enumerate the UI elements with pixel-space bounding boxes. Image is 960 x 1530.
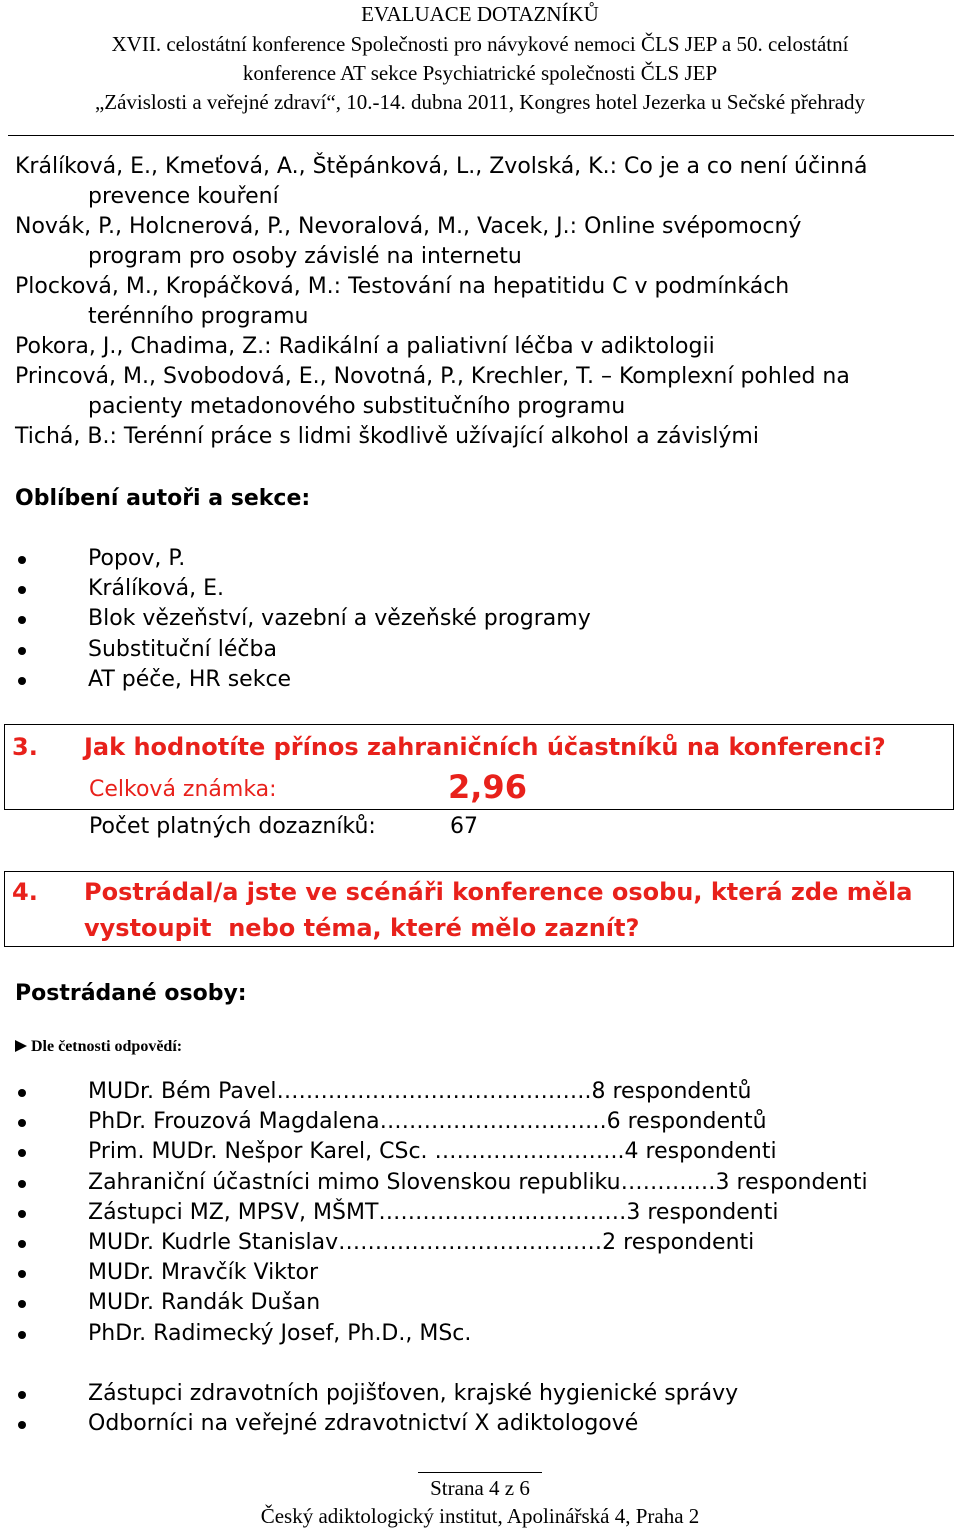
list-item-text: PhDr. Radimecký Josef, Ph.D., MSc. xyxy=(88,1320,472,1346)
list-item-text: Prim. MUDr. Nešpor Karel, CSc. ……………………..4 respondenti xyxy=(88,1139,777,1165)
triangle-right-icon xyxy=(15,1040,27,1052)
list-item-text: Substituční léčba xyxy=(88,636,277,662)
lecture-entry xyxy=(15,212,950,272)
list-item xyxy=(0,1288,868,1318)
list-item-text: Blok vězeňství, vazební a vězeňské programy xyxy=(88,606,591,632)
lecture-entry-text: Princová, M., Svobodová, E., Novotná, P., Krechler, T. – Komplexní pohled na xyxy=(15,364,850,389)
valid-count-label: Počet platných dozazníků: xyxy=(89,814,376,839)
bullet-icon xyxy=(18,556,26,564)
list-item xyxy=(0,1198,868,1228)
list-item-text: Zástupci MZ, MPSV, MŠMT………………....…………3 respondenti xyxy=(88,1199,779,1225)
lecture-entry-text: Pokora, J., Chadima, Z.: Radikální a paliativní léčba v adiktologii xyxy=(15,334,715,359)
header-conference-line-1: XVII. celostátní konference Společnosti pro návykové nemoci ČLS JEP a 50. celostátní xyxy=(111,32,849,56)
list-item xyxy=(0,574,591,604)
question-4-line-2: vystoupit nebo téma, které mělo zaznít? xyxy=(84,914,640,942)
lecture-entry-continuation: prevence kouření xyxy=(88,184,279,209)
missed-persons-list xyxy=(0,1077,868,1349)
list-item xyxy=(0,544,591,574)
bullet-icon xyxy=(18,647,26,655)
list-item-text: AT péče, HR sekce xyxy=(88,666,292,692)
favorites-heading: Oblíbení autoři a sekce: xyxy=(15,486,311,511)
bullet-icon xyxy=(18,1210,26,1218)
bullet-icon xyxy=(18,677,26,685)
header-divider xyxy=(8,135,954,136)
list-item-text: MUDr. Randák Dušan xyxy=(88,1290,321,1316)
header-title: EVALUACE DOTAZNÍKŮ xyxy=(361,2,599,26)
bullet-icon xyxy=(18,1421,26,1429)
question-3-text: Jak hodnotíte přínos zahraničních účastníků na konferenci? xyxy=(84,733,886,761)
question-4-number: 4. xyxy=(12,878,38,906)
bullet-icon xyxy=(18,1149,26,1157)
bullet-icon xyxy=(18,1119,26,1127)
missed-topics-list xyxy=(0,1379,738,1439)
bullet-icon xyxy=(18,1089,26,1097)
sort-label-text: Dle četnosti odpovědí: xyxy=(31,1038,183,1055)
list-item xyxy=(0,1137,868,1167)
bullet-icon xyxy=(18,616,26,624)
list-item xyxy=(0,1319,868,1349)
document-header xyxy=(0,0,960,117)
bullet-icon xyxy=(18,1270,26,1278)
missed-persons-heading: Postrádané osoby: xyxy=(15,981,247,1006)
lecture-entry-continuation: program pro osoby závislé na internetu xyxy=(88,244,522,269)
lecture-entry-continuation: pacienty metadonového substitučního programu xyxy=(88,394,626,419)
list-item-text: MUDr. Bém Pavel…………………………………….8 respondentů xyxy=(88,1079,752,1104)
list-item-text: PhDr. Frouzová Magdalena………………………….6 respondentů xyxy=(88,1109,767,1135)
list-item xyxy=(0,1168,868,1198)
footer-divider xyxy=(418,1472,542,1473)
lecture-entry-continuation: terénního programu xyxy=(88,304,309,329)
bullet-icon xyxy=(18,1180,26,1188)
bullet-icon xyxy=(18,586,26,594)
lecture-list xyxy=(15,152,950,452)
header-conference-line-2: konference AT sekce Psychiatrické společnosti ČLS JEP xyxy=(242,61,718,85)
question-4-text xyxy=(84,874,912,946)
bullet-icon xyxy=(18,1391,26,1399)
list-item-text: Popov, P. xyxy=(88,546,186,571)
list-item xyxy=(0,1077,868,1107)
header-conference-line-3: „Závislosti a veřejné zdraví“, 10.-14. dubna 2011, Kongres hotel Jezerka u Sečské přehrady xyxy=(94,90,866,114)
list-item xyxy=(0,1228,868,1258)
page-footer xyxy=(0,1474,960,1530)
list-item-text: Zahraniční účastníci mimo Slovenskou republiku……….…3 respondenti xyxy=(88,1169,868,1195)
lecture-entry xyxy=(15,362,950,422)
lecture-entry xyxy=(15,272,950,332)
lecture-entry-text: Plocková, M., Kropáčková, M.: Testování na hepatitidu C v podmínkách xyxy=(15,274,790,299)
grade-value: 2,96 xyxy=(448,768,527,806)
lecture-entry xyxy=(15,152,950,212)
favorites-list xyxy=(0,544,591,695)
list-item-text: MUDr. Kudrle Stanislav………………………………2 respondenti xyxy=(88,1230,755,1256)
footer-address: Český adiktologický institut, Apolinářská 4, Praha 2 xyxy=(260,1504,700,1528)
list-item xyxy=(0,665,591,695)
page-number: Strana 4 z 6 xyxy=(430,1476,530,1500)
bullet-icon xyxy=(18,1240,26,1248)
list-item-text: Odborníci na veřejné zdravotnictví X adiktologové xyxy=(88,1411,639,1437)
list-item-text: MUDr. Mravčík Viktor xyxy=(88,1260,319,1286)
question-3-number: 3. xyxy=(12,733,38,761)
list-item xyxy=(0,1379,738,1409)
bullet-icon xyxy=(18,1300,26,1308)
lecture-entry xyxy=(15,332,950,362)
list-item-text: Králíková, E. xyxy=(88,576,224,602)
lecture-entry-text: Tichá, B.: Terénní práce s lidmi škodlivě užívající alkohol a závislými xyxy=(15,424,759,449)
question-4-line-1: Postrádal/a jste ve scénáři konference osobu, která zde měla xyxy=(84,878,913,906)
list-item xyxy=(0,1409,738,1439)
bullet-icon xyxy=(18,1331,26,1339)
lecture-entry xyxy=(15,422,950,452)
list-item xyxy=(0,1258,868,1288)
sort-label xyxy=(15,1038,182,1056)
valid-count-value: 67 xyxy=(450,814,478,839)
list-item-text: Zástupci zdravotních pojišťoven, krajské hygienické správy xyxy=(88,1381,739,1406)
grade-label: Celková známka: xyxy=(89,777,277,802)
lecture-entry-text: Novák, P., Holcnerová, P., Nevoralová, M., Vacek, J.: Online svépomocný xyxy=(15,214,802,239)
list-item xyxy=(0,1107,868,1137)
list-item xyxy=(0,604,591,634)
list-item xyxy=(0,635,591,665)
lecture-entry-text: Králíková, E., Kmeťová, A., Štěpánková, L., Zvolská, K.: Co je a co není účinná xyxy=(15,154,868,179)
